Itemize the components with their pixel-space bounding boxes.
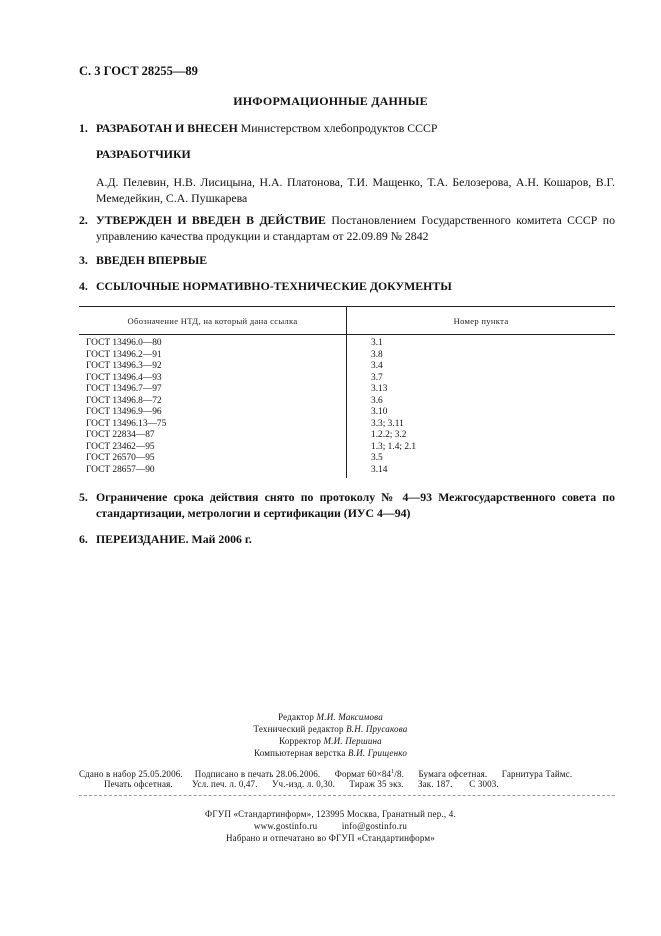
table-cell-doc: ГОСТ 13496.7—97 bbox=[86, 384, 162, 394]
table-col2-header: Номер пункта bbox=[453, 316, 509, 326]
print-info-text: Бумага офсетная. bbox=[418, 769, 488, 779]
section-title: ИНФОРМАЦИОННЫЕ ДАННЫЕ bbox=[233, 94, 428, 108]
print-info-text: /8. bbox=[394, 769, 405, 779]
table-cell-doc: ГОСТ 28657—90 bbox=[86, 464, 155, 475]
table-col2-cells bbox=[371, 338, 416, 476]
credit-name: В.И. Грищенко bbox=[347, 748, 408, 758]
item-number: 4. bbox=[79, 279, 88, 293]
table-cell-clause: 3.14 bbox=[371, 464, 388, 475]
table-cell-clause: 3.7 bbox=[371, 372, 383, 383]
item-2-heading: УТВЕРЖДЕН И ВВЕДЕН В ДЕЙСТВИЕ bbox=[96, 213, 326, 227]
item-number: 1. bbox=[79, 121, 88, 135]
credit-name: В.Н. Прусакова bbox=[346, 724, 408, 734]
item-number: 2. bbox=[79, 213, 88, 227]
developers-list: А.Д. Пелевин, Н.В. Лисицына, Н.А. Платонова, Т.И. Мащенко, Т.А. Белозерова, А.Н. Кошаров, В.Г. Мемедейкин, С.А. Пушкарева bbox=[96, 175, 615, 205]
table-cell-clause: 3.4 bbox=[371, 361, 383, 371]
publisher-contacts: www.gostinfo.ru info@gostinfo.ru bbox=[253, 821, 408, 831]
credit-role: Корректор bbox=[279, 736, 324, 746]
table-header-rule bbox=[79, 334, 615, 335]
item-3 bbox=[79, 252, 615, 268]
print-info-text: Подписано в печать 28.06.2006. bbox=[194, 769, 321, 779]
credit-role: Технический редактор bbox=[253, 724, 347, 734]
item-number: 5. bbox=[79, 490, 88, 504]
credit-editor bbox=[0, 711, 661, 723]
item-number: 3. bbox=[79, 253, 88, 267]
footer-divider bbox=[79, 795, 615, 796]
item-number: 6. bbox=[79, 532, 88, 546]
print-info-line-2 bbox=[104, 778, 640, 790]
table-cell-doc: ГОСТ 13496.13—75 bbox=[86, 418, 167, 429]
publisher-print-note: Набрано и отпечатано во ФГУП «Стандартинформ» bbox=[225, 833, 436, 843]
item-1 bbox=[79, 120, 615, 136]
item-2-text: Постановлением Государственного комитета СССР по управлению качества продукции и стандартам от 22.09.89 № 2842 bbox=[96, 213, 615, 243]
item-6-text: ПЕРЕИЗДАНИЕ. Май 2006 г. bbox=[96, 532, 252, 546]
print-info-text: Уч.-изд. л. 0,30. bbox=[272, 779, 335, 789]
print-info-text: Формат 60×84 bbox=[334, 769, 392, 779]
table-cell-doc: ГОСТ 13496.8—72 bbox=[86, 395, 162, 406]
credit-role: Редактор bbox=[278, 712, 317, 722]
table-cell-doc: ГОСТ 13496.9—96 bbox=[86, 407, 162, 417]
table-col1-header: Обозначение НТД, на который дана ссылка bbox=[127, 316, 298, 326]
table-cell-doc: ГОСТ 13496.0—80 bbox=[86, 338, 162, 348]
table-cell-clause: 3.13 bbox=[371, 384, 388, 394]
table-cell-clause: 1.3; 1.4; 2.1 bbox=[371, 441, 417, 452]
print-info-text: 1 bbox=[391, 769, 395, 775]
table-cell-doc: ГОСТ 26570—95 bbox=[86, 453, 155, 463]
print-info-text: Печать офсетная. bbox=[104, 779, 173, 789]
credit-name: М.И. Першина bbox=[323, 736, 382, 746]
item-1-text: Министерством хлебопродуктов СССР bbox=[237, 121, 438, 135]
table-col1-cells bbox=[86, 338, 166, 476]
table-cell-doc: ГОСТ 23462—95 bbox=[86, 441, 155, 452]
table-cell-clause: 3.8 bbox=[371, 349, 383, 360]
table-cell-doc: ГОСТ 13496.4—93 bbox=[86, 372, 162, 383]
item-5-text: Ограничение срока действия снято по протоколу № 4—93 Межгосударственного совета по стандартизации, метрологии и сертификации (ИУС 4—94) bbox=[96, 490, 615, 520]
publisher-footer bbox=[0, 808, 661, 844]
item-5 bbox=[79, 489, 615, 521]
item-4 bbox=[79, 278, 615, 294]
developers-heading: РАЗРАБОТЧИКИ bbox=[96, 147, 191, 161]
table-cell-doc: ГОСТ 13496.2—91 bbox=[86, 349, 162, 360]
item-2 bbox=[79, 212, 615, 244]
credit-role: Компьютерная верстка bbox=[253, 748, 348, 758]
publisher-address: ФГУП «Стандартинформ», 123995 Москва, Гранатный пер., 4. bbox=[205, 809, 456, 819]
print-info-text: Сдано в набор 25.05.2006. bbox=[79, 769, 183, 779]
credit-proofreader bbox=[0, 735, 661, 747]
credit-tech-editor bbox=[0, 723, 661, 735]
editorial-credits bbox=[0, 711, 661, 759]
table-cell-clause: 3.10 bbox=[371, 407, 388, 417]
item-3-heading: ВВЕДЕН ВПЕРВЫЕ bbox=[96, 253, 208, 267]
table-cell-doc: ГОСТ 13496.3—92 bbox=[86, 361, 162, 371]
table-cell-doc: ГОСТ 22834—87 bbox=[86, 430, 155, 440]
table-cell-clause: 1.2.2; 3.2 bbox=[371, 430, 407, 440]
print-info-text: Тираж 35 экз. bbox=[349, 779, 404, 789]
table-column-divider bbox=[346, 306, 347, 478]
table-cell-clause: 3.1 bbox=[371, 338, 383, 348]
item-6 bbox=[79, 531, 615, 547]
print-info-text: Гарнитура Таймс. bbox=[501, 769, 573, 779]
table-cell-clause: 3.6 bbox=[371, 395, 383, 406]
print-info-text: Зак. 187. bbox=[418, 779, 453, 789]
print-info-text: Усл. печ. л. 0,47. bbox=[192, 779, 258, 789]
table-top-rule bbox=[79, 306, 615, 307]
item-1-heading: РАЗРАБОТАН И ВНЕСЕН bbox=[96, 121, 238, 135]
page-header: С. 3 ГОСТ 28255—89 bbox=[79, 64, 198, 78]
table-cell-clause: 3.5 bbox=[371, 453, 383, 463]
item-4-heading: ССЫЛОЧНЫЕ НОРМАТИВНО-ТЕХНИЧЕСКИЕ ДОКУМЕНТЫ bbox=[96, 279, 452, 293]
credit-name: М.И. Максимова bbox=[316, 712, 383, 722]
print-info-text: С 3003. bbox=[469, 779, 499, 789]
table-cell-clause: 3.3; 3.11 bbox=[371, 418, 404, 429]
credit-layout bbox=[0, 747, 661, 759]
